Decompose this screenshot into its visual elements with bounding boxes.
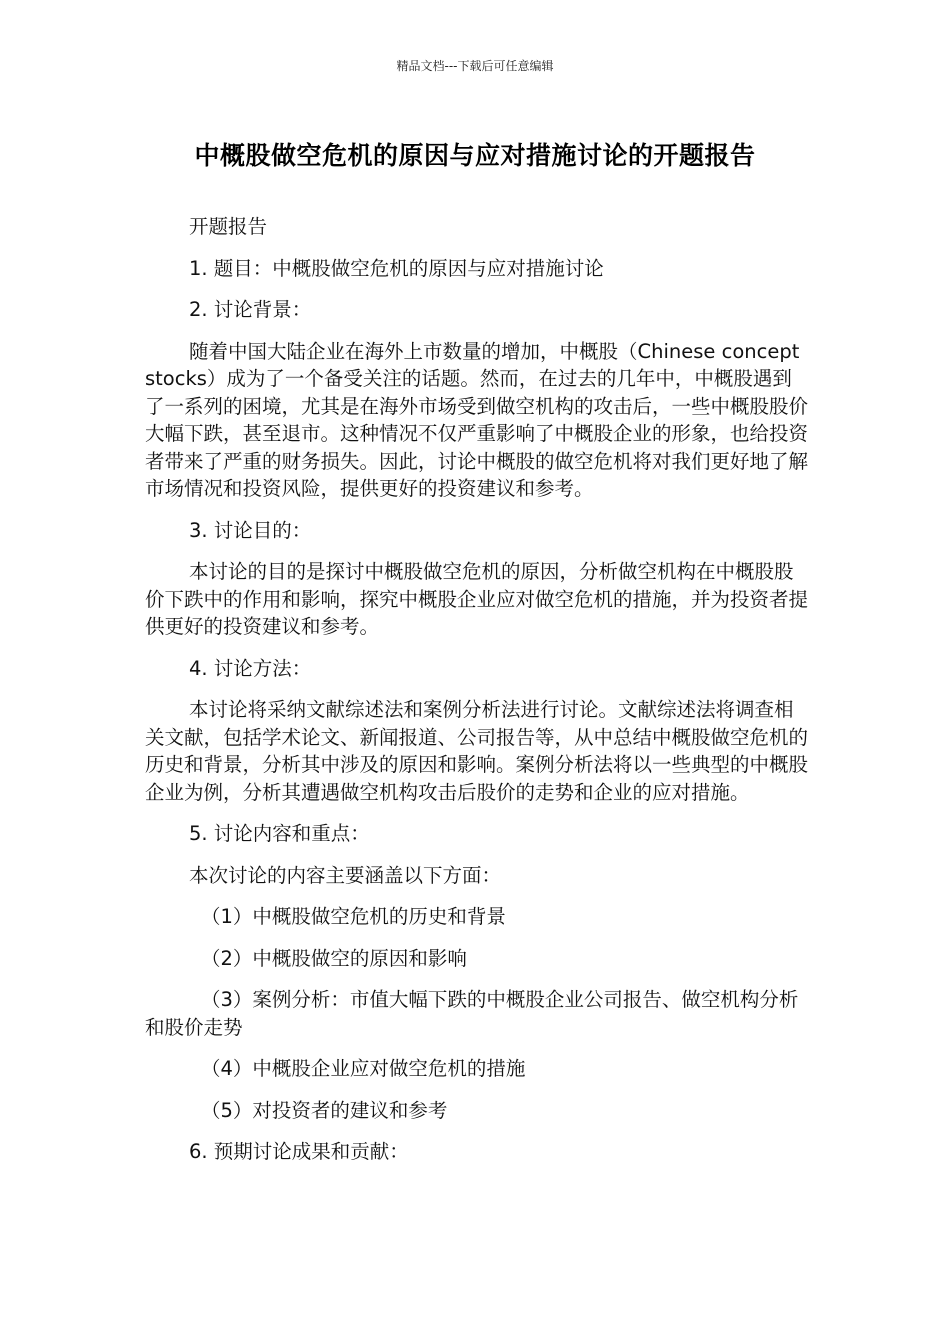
section-heading: 6. 预期讨论成果和贡献：: [189, 1140, 409, 1163]
list-item: （4）中概股企业应对做空危机的措施: [201, 1057, 526, 1080]
list-item: （1）中概股做空危机的历史和背景: [201, 905, 506, 928]
body-paragraph: 本讨论的目的是探讨中概股做空危机的原因，分析做空机构在中概股股价下跌中的作用和影响，探究中概股企业应对做空危机的措施，并为投资者提供更好的投资建议和参考。: [145, 560, 809, 638]
document-body: [145, 213, 810, 1180]
section-heading: 3. 讨论目的：: [189, 518, 312, 542]
section-heading: 2. 讨论背景：: [189, 298, 312, 321]
document-title: 中概股做空危机的原因与应对措施讨论的开题报告: [194, 141, 756, 170]
body-paragraph: 本讨论将采纳文献综述法和案例分析法进行讨论。文献综述法将调查相关文献，包括学术论文、新闻报道、公司报告等，从中总结中概股做空危机的历史和背景，分析其中涉及的原因和影响。案例分析法将以一些典型的中概股企业为例，分析其遭遇做空机构攻击后股价的走势和企业的应对措施。: [145, 698, 809, 804]
list-item: （5）对投资者的建议和参考: [201, 1098, 448, 1122]
page-header-watermark: 精品文档---下载后可任意编辑: [396, 59, 554, 73]
section-heading: 5. 讨论内容和重点：: [189, 822, 370, 845]
section-heading: 开题报告: [189, 215, 268, 238]
list-item: （2）中概股做空的原因和影响: [201, 946, 467, 970]
body-paragraph: 随着中国大陆企业在海外上市数量的增加，中概股（Chinese concept stocks）成为了一个备受关注的话题。然而，在过去的几年中，中概股遇到了一系列的困境，尤其是在海外市场受到做空机构的攻击后，一些中概股股价大幅下跌，甚至退市。这种情况不仅严重影响了中概股企业的形象，也给投资者带来了严重的财务损失。因此，讨论中概股的做空危机将对我们更好地了解市场情况和投资风险，提供更好的投资建议和参考。: [145, 339, 809, 500]
list-item: （3）案例分析：市值大幅下跌的中概股企业公司报告、做空机构分析和股价走势: [145, 988, 799, 1039]
topic-line: 1. 题目：中概股做空危机的原因与应对措施讨论: [189, 256, 604, 280]
body-paragraph: 本次讨论的内容主要涵盖以下方面：: [189, 863, 502, 887]
section-heading: 4. 讨论方法：: [189, 656, 312, 680]
